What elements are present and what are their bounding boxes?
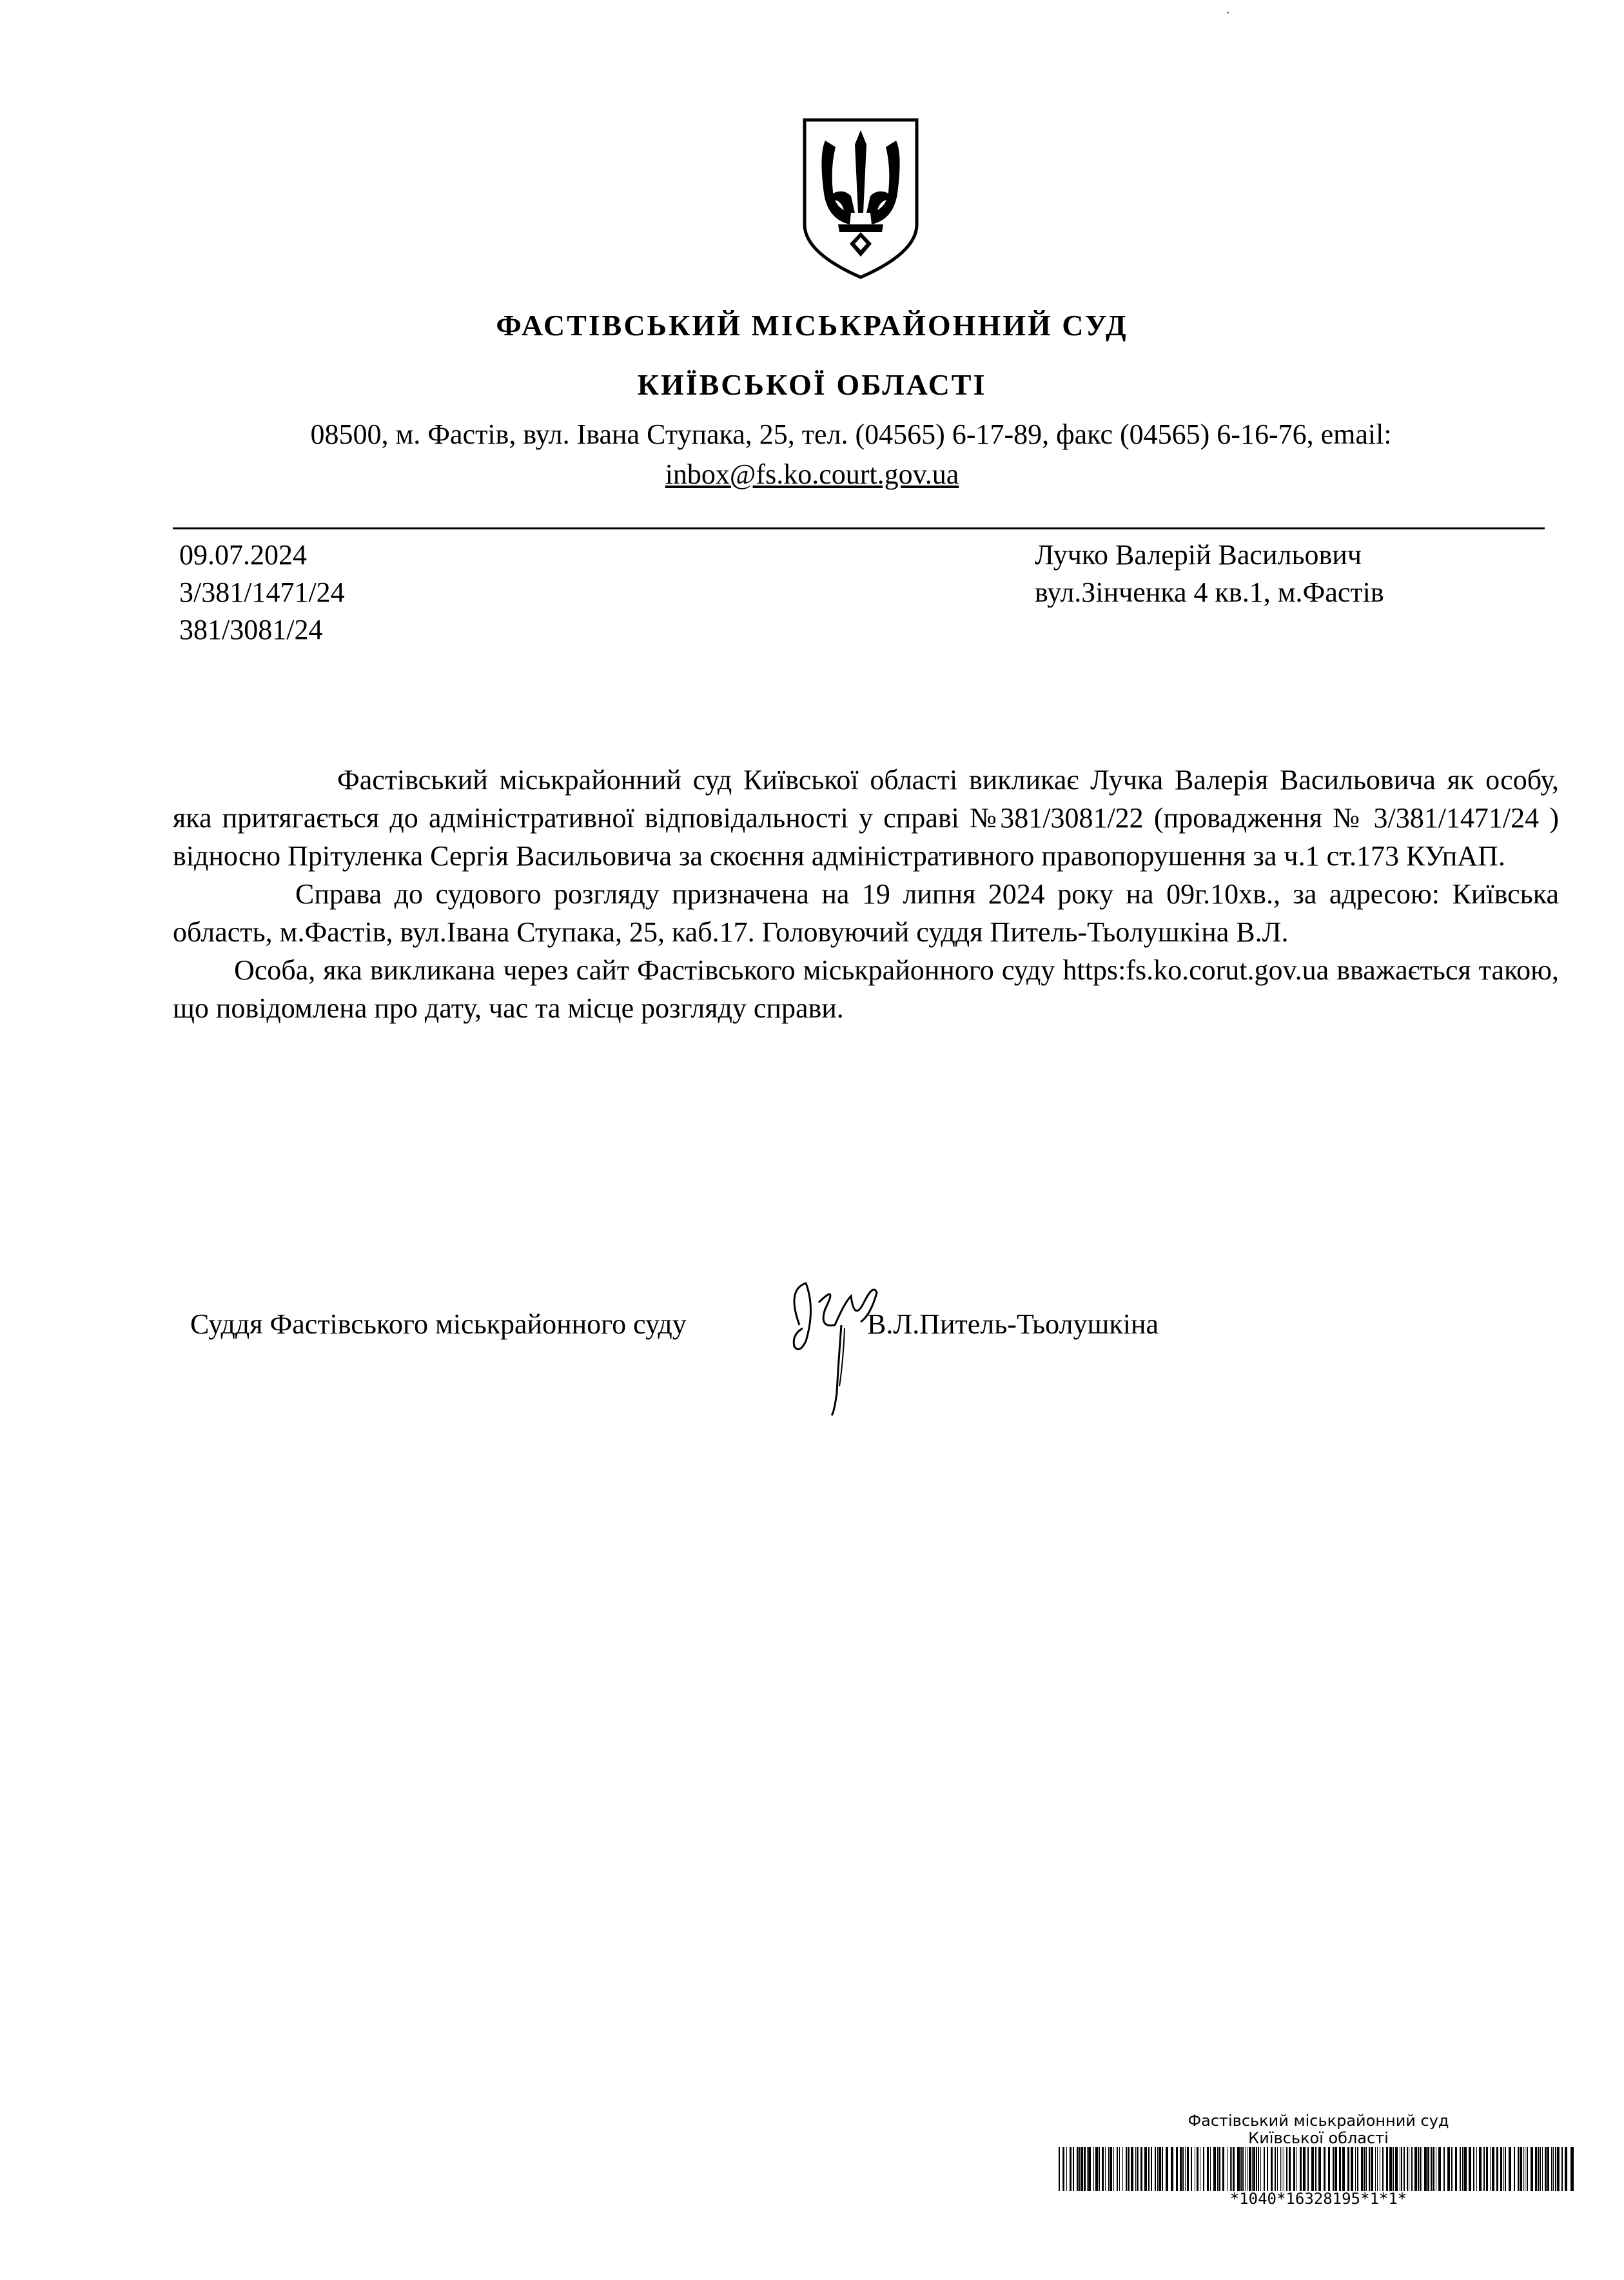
case-number: 381/3081/24 <box>179 614 323 645</box>
document-meta <box>179 536 345 649</box>
recipient-name: Лучко Валерій Васильович <box>1035 539 1362 571</box>
summons-body <box>173 761 1559 1027</box>
stamp-court-region: Київської області <box>1248 2129 1389 2147</box>
barcode-number: *1040*16328195*1*1* <box>1229 2190 1407 2208</box>
scan-speck <box>1227 12 1229 14</box>
body-paragraph: Особа, яка викликана через сайт Фастівського міськрайонного суду https:fs.ko.corut.gov.ua вважається такою, що повідомлена про дату, час та місце розгляду справи. <box>173 954 1559 1024</box>
body-paragraph: Фастівський міськрайонний суд Київської області викликає Лучка Валерія Васильовича як особу, яка притягається до адміністративної відповідальності у справі №381/3081/22 (провадження № 3/381/1471/24 ) відносно Прітуленка Сергія Васильовича за скоєння адміністративного правопорушення за ч.1 ст.173 КУпАП. <box>173 764 1559 872</box>
handwritten-signature <box>780 1264 903 1419</box>
header-divider <box>173 527 1545 529</box>
court-address: 08500, м. Фастів, вул. Івана Ступака, 25, тел. (04565) 6-17-89, факс (04565) 6-16-76, email: <box>310 418 1392 450</box>
recipient-block <box>1035 536 1384 611</box>
barcode <box>1059 2147 1574 2191</box>
proceeding-number: 3/381/1471/24 <box>179 576 345 608</box>
recipient-address: вул.Зінченка 4 кв.1, м.Фастів <box>1035 576 1384 608</box>
stamp-court-name: Фастівський міськрайонний суд <box>1188 2112 1449 2130</box>
court-title-line1: ФАСТІВСЬКИЙ МІСЬКРАЙОННИЙ СУД <box>496 309 1128 342</box>
signature-label: Суддя Фастівського міськрайонного суду <box>190 1308 687 1340</box>
court-title-line2: КИЇВСЬКОЇ ОБЛАСТІ <box>637 368 987 401</box>
court-email-link[interactable]: inbox@fs.ko.court.gov.ua <box>665 458 959 490</box>
body-paragraph: Справа до судового розгляду призначена на 19 липня 2024 року на 09г.10хв., за адресою: Київська область, м.Фастів, вул.Івана Ступака, 25, каб.17. Головуючий суддя Питель-Тьолушкіна В.Л. <box>173 878 1559 948</box>
judge-name: В.Л.Питель-Тьолушкіна <box>867 1308 1159 1340</box>
coat-of-arms-icon <box>799 116 922 280</box>
document-date: 09.07.2024 <box>179 539 307 571</box>
